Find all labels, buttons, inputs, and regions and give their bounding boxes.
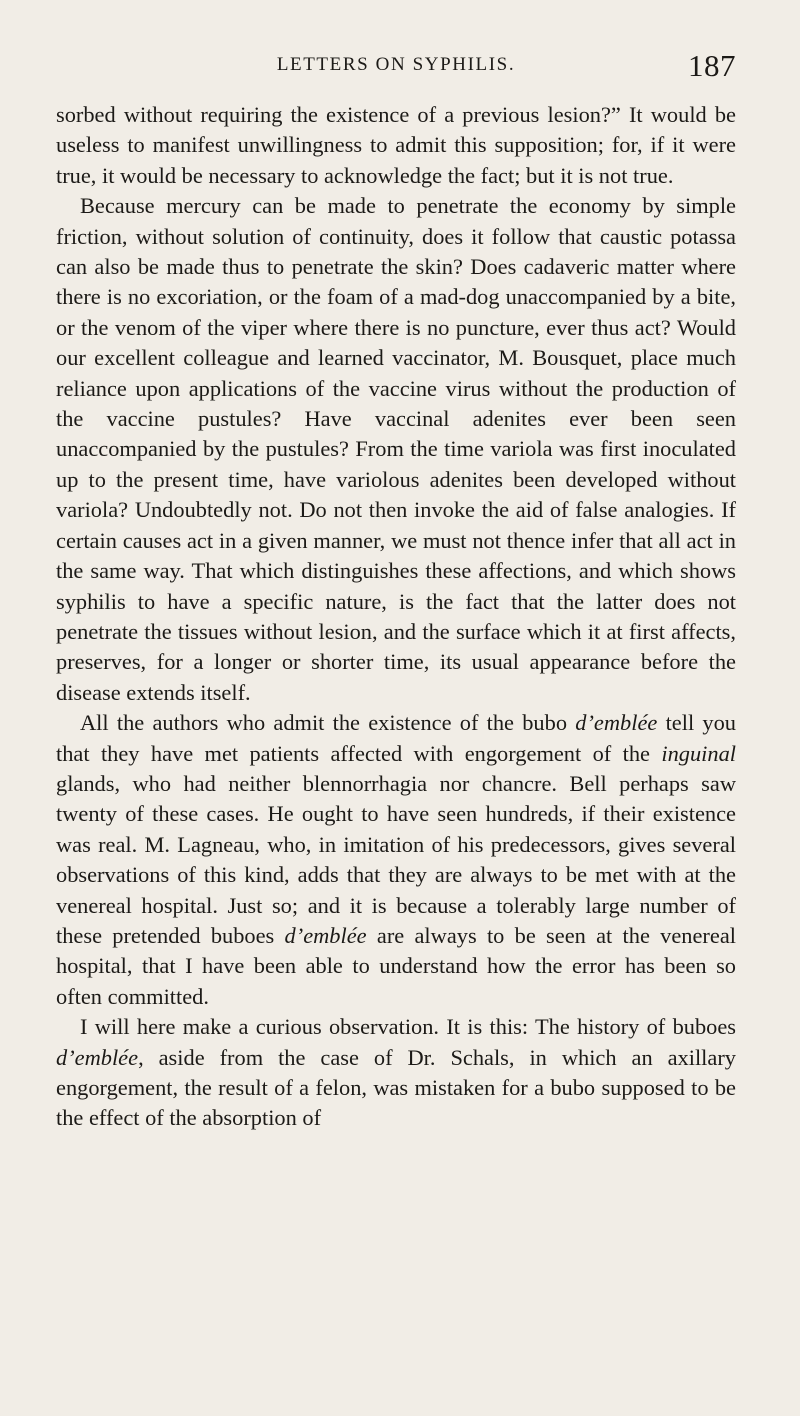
text-run: Because mercury can be made to penetrate the economy by simple friction, without solution of continuity, does it follow that caustic potassa can also be made thus to penetrate the skin? Does cadaveric matter where there is no excoriation, or the foam of a mad-dog unaccompanied by a bite, or the venom of the viper where there is no puncture, ever thus act? Would our excellent colleague and learned vaccinator, M. Bousquet, place much reliance upon applications of the vaccine virus without the production of the vaccine pustules? Have vaccinal adenites ever been seen unaccompanied by the pustules? From the time variola was first inoculated up to the present time, have variolous adenites been developed without variola? Undoubtedly not. Do not then invoke the aid of false analogies. If certain causes act in a given manner, we must not thence infer that all act in the same way. That which distinguishes these affections, and which shows syphilis to have a specific nature, is the fact that the latter does not penetrate the tissues without lesion, and the surface which it at first affects, preserves, for a longer or shorter time, its usual appearance before the disease extends itself.	[56, 193, 736, 705]
paragraph	[56, 191, 736, 708]
page-number: 187	[688, 48, 736, 83]
text-run: All the authors who admit the existence of the bubo	[80, 710, 576, 736]
text-run: , aside from the case of Dr. Schals, in which an axillary engorgement, the result of a felon, was mistaken for a bubo supposed to be the effect of the absorption of	[56, 1044, 736, 1131]
italic-term: d’emblée	[56, 1044, 139, 1070]
paragraph	[56, 1012, 736, 1134]
italic-term: inguinal	[661, 740, 736, 766]
text-run: tell you that they have met patients affected with engorgement of the	[56, 710, 736, 766]
text-run: I will here make a curious observation. It is this: The history of buboes	[80, 1014, 736, 1040]
italic-term: d’emblée	[575, 710, 658, 736]
page-header	[56, 48, 736, 88]
running-head: LETTERS ON SYPHILIS.	[276, 54, 516, 75]
paragraph	[56, 100, 736, 191]
italic-term: d’emblée	[284, 922, 367, 948]
paragraph	[56, 708, 736, 1012]
text-run: are always to be seen at the venereal hospital, that I have been able to understand how the error has been so often committed.	[56, 922, 736, 1009]
text-run: glands, who had neither blennorrhagia nor chancre. Bell perhaps saw twenty of these cases. He ought to have seen hundreds, if their existence was real. M. Lagneau, who, in imitation of his predecessors, gives several observations of this kind, adds that they are always to be met with at the venereal hospital. Just so; and it is because a tolerably large number of these pretended buboes	[56, 770, 736, 948]
text-run: sorbed without requiring the existence of a previous lesion?” It would be useless to manifest unwillingness to admit this supposition; for, if it were true, it would be necessary to acknowledge the fact; but it is not true.	[56, 102, 736, 188]
body-text	[56, 100, 736, 1134]
